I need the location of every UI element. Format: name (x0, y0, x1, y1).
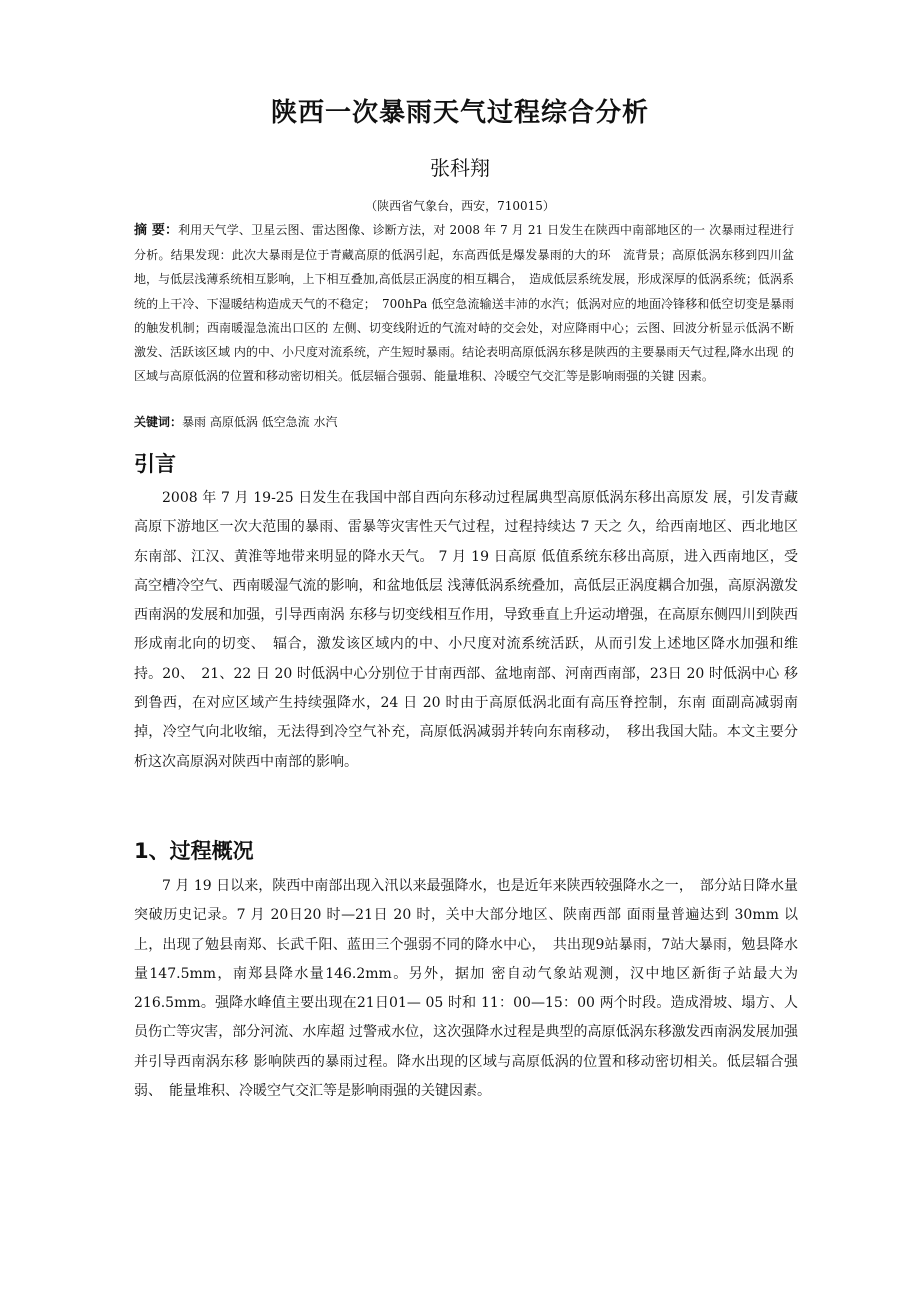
author-name: 张科翔 (430, 156, 490, 180)
section-paragraph-introduction: 2008 年 7 月 19-25 日发生在我国中部自西向东移动过程属典型高原低涡东移出高原发 展，引发青藏高原下游地区一次大范围的暴雨、雷暴等灾害性天气过程，过程持续达 7 天之 久，给西南地区、西北地区东南部、江汉、黄淮等地带来明显的降水天气。 7 月 19 日高原 低值系统东移出高原，进入西南地区，受高空槽冷空气、西南暖湿气流的影响，和盆地低层 浅薄低涡系统叠加，高低层正涡度耦合加强，高原涡激发西南涡的发展和加强，引导西南涡 东移与切变线相互作用，导致垂直上升运动增强，在高原东侧四川到陕西形成南北向的切变、 辐合，激发该区域内的中、小尺度对流系统活跃，从而引发上述地区降水加强和维持。20、 21、22 日 20 时低涡中心分别位于甘南西部、盆地南部、河南西南部，23日 20 时低涡中心 移到鲁西，在对应区域产生持续强降水，24 日 20 时由于高原低涡北面有高压脊控制，东南 面副高减弱南掉，冷空气向北收缩，无法得到冷空气补充，高原低涡减弱并转向东南移动， 移出我国大陆。本文主要分析这次高原涡对陕西中南部的影响。 (134, 490, 798, 770)
section-heading-introduction: 引言 (134, 452, 176, 476)
abstract-text: 利用天气学、卫星云图、雷达图像、诊断方法，对 2008 年 7 月 21 日发生在陕西中南部地区的一 次暴雨过程进行分析。结果发现：此次大暴雨是位于青藏高原的低涡引起，东高西低是爆发暴雨的大的环 流背景；高原低涡东移到四川盆地，与低层浅薄系统相互影响，上下相互叠加,高低层正涡度的相互耦合， 造成低层系统发展，形成深厚的低涡系统；低涡系统的上干冷、下湿暖结构造成天气的不稳定； 700hPa 低空急流输送丰沛的水汽；低涡对应的地面冷锋移和低空切变是暴雨的触发机制；西南暖湿急流出口区的 左侧、切变线附近的气流对峙的交会处，对应降雨中心；云图、回波分析显示低涡不断激发、活跃该区域 内的中、小尺度对流系统，产生短时暴雨。结论表明高原低涡东移是陕西的主要暴雨天气过程,降水出现 的区域与高原低涡的位置和移动密切相关。低层辐合强弱、能量堆积、冷暖空气交汇等是影响雨强的关键 因素。 (134, 223, 795, 384)
section-paragraph-process-overview: 7 月 19 日以来，陕西中南部出现入汛以来最强降水，也是近年来陕西较强降水之一， 部分站日降水量突破历史记录。7 月 20日20 时—21日 20 时，关中大部分地区、陕南西部 面雨量普遍达到 30mm 以上，出现了勉县南郑、长武千阳、蓝田三个强弱不同的降水中心， 共出现9站暴雨，7站大暴雨，勉县降水量147.5mm，南郑县降水量146.2mm。另外，据加 密自动气象站观测，汉中地区新街子站最大为216.5mm。强降水峰值主要出现在21日01— 05 时和 11：00—15：00 两个时段。造成滑坡、塌方、人员伤亡等灾害，部分河流、水库超 过警戒水位，这次强降水过程是典型的高原低涡东移激发西南涡发展加强并引导西南涡东移 影响陕西的暴雨过程。降水出现的区域与高原低涡的位置和移动密切相关。低层辐合强弱、 能量堆积、冷暖空气交汇等是影响雨强的关键因素。 (134, 878, 798, 1100)
keywords-text: 暴雨 高原低涡 低空急流 水汽 (182, 415, 338, 429)
paper-title: 陕西一次暴雨天气过程综合分析 (270, 98, 649, 128)
section-heading-process-overview: 1、过程概况 (134, 839, 254, 863)
affiliation: （陕西省气象台，西安，710015） (365, 199, 555, 213)
keywords (134, 411, 794, 433)
abstract-label: 摘 要： (134, 223, 179, 238)
abstract (134, 218, 794, 388)
keywords-label: 关键词： (134, 415, 183, 429)
